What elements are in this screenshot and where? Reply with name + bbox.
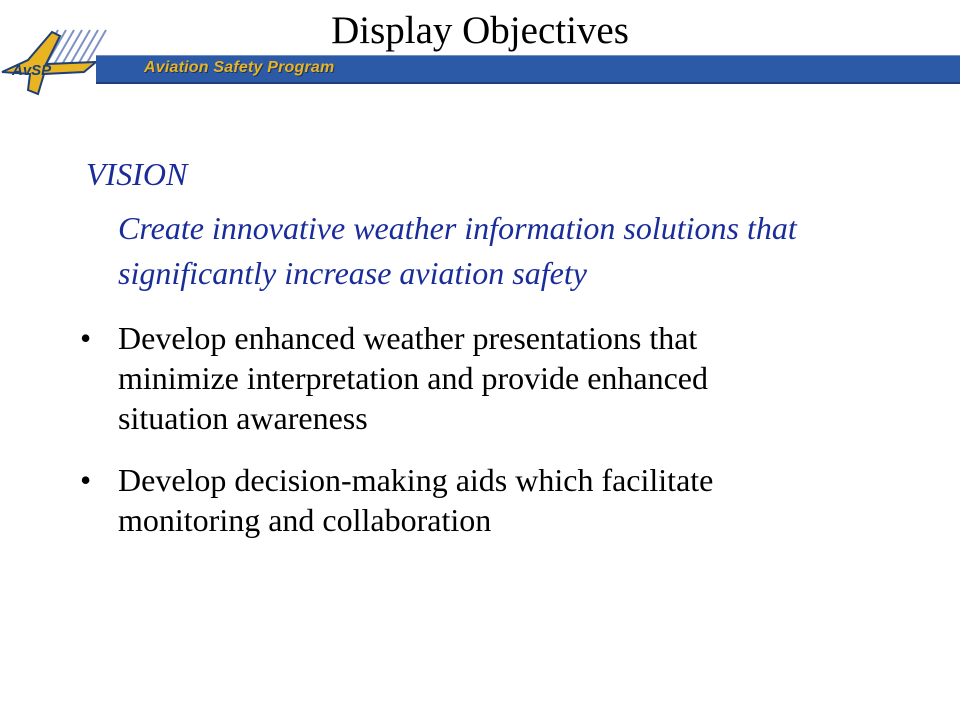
header-banner [96, 55, 960, 84]
bullet-text: Develop decision-making aids which facilitate monitoring and collaboration [118, 462, 714, 538]
vision-heading: VISION [86, 156, 188, 192]
list-item [0, 318, 818, 438]
page-title: Display Objectives [331, 9, 629, 52]
bullet-marker: • [80, 462, 92, 498]
list-item [0, 460, 838, 540]
program-name: Aviation Safety Program [144, 59, 335, 76]
logo-text: AvSP [12, 62, 52, 79]
vision-statement: Create innovative weather information solutions that significantly increase aviation safety [118, 210, 797, 291]
bullet-marker: • [80, 320, 92, 356]
objectives-list [0, 318, 960, 562]
bullet-text: Develop enhanced weather presentations that minimize interpretation and provide enhanced situation awareness [118, 320, 708, 436]
